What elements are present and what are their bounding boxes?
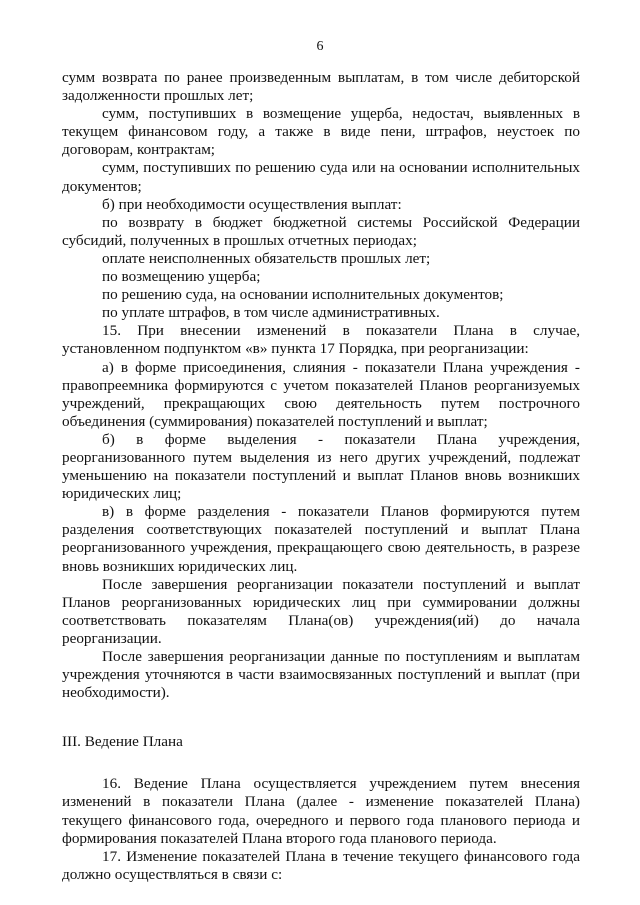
- paragraph-item-15: 15. При внесении изменений в показатели Плана в случае, установленном подпунктом «в» пункта 17 Порядка, при реорганизации:: [62, 322, 580, 358]
- section-heading: III. Ведение Плана: [62, 733, 183, 751]
- paragraph-item-17: 17. Изменение показателей Плана в течение текущего финансового года должно осуществляться в связи с:: [62, 847, 580, 883]
- paragraph-damage-reimbursement: по возмещению ущерба;: [102, 268, 261, 286]
- paragraph-item-15b: б) в форме выделения - показатели Плана учреждения, реорганизованного путем выделения из него других учреждений, подлежат уменьшению на показатели поступлений и выплат Планов вновь возникших юридических лиц;: [62, 430, 580, 503]
- paragraph-item-15a: а) в форме присоединения, слияния - показатели Плана учреждения - правопреемника формируются с учетом показателей Планов реорганизуемых учреждений, прекращающих свою деятельность путем построчного объединения (суммирования) показателей поступлений и выплат;: [62, 358, 580, 430]
- page-number: 6: [316, 39, 324, 54]
- paragraph-refunds: сумм возврата по ранее произведенным выплатам, в том числе дебиторской задолженности прошлых лет;: [62, 69, 580, 105]
- paragraph-payments-heading: б) при необходимости осуществления выплат:: [102, 195, 402, 213]
- paragraph-item-16: 16. Ведение Плана осуществляется учреждением путем внесения изменений в показатели Плана (далее - изменение показателей Плана) текущего финансового года, очередного и первого года планового периода и формирования показателей Плана второго года планового периода.: [62, 775, 580, 847]
- paragraph-court-decisions: сумм, поступивших по решению суда или на основании исполнительных документов;: [62, 159, 580, 195]
- paragraph-fines: по уплате штрафов, в том числе административных.: [102, 304, 440, 322]
- paragraph-after-reorganization-1: После завершения реорганизации показатели поступлений и выплат Планов реорганизованных юридических лиц при суммировании должны соответствовать показателям Плана(ов) учреждения(ий) до начала реорганизации.: [62, 575, 580, 647]
- document-body: [62, 69, 580, 884]
- paragraph-subsidy-return: по возврату в бюджет бюджетной системы Российской Федерации субсидий, полученных в прошлых отчетных периодах;: [62, 213, 580, 249]
- paragraph-item-15c: в) в форме разделения - показатели Планов формируются путем разделения соответствующих показателей поступлений и выплат Плана реорганизованного учреждения, прекращающего свою деятельность, в разрезе вновь возникших юридических лиц.: [62, 503, 580, 575]
- paragraph-after-reorganization-2: После завершения реорганизации данные по поступлениям и выплатам учреждения уточняются в части взаимосвязанных поступлений и выплат (при необходимости).: [62, 648, 580, 702]
- paragraph-unfulfilled-obligations: оплате неисполненных обязательств прошлых лет;: [102, 249, 431, 267]
- paragraph-court-payments: по решению суда, на основании исполнительных документов;: [102, 286, 504, 304]
- paragraph-damage-compensation: сумм, поступивших в возмещение ущерба, недостач, выявленных в текущем финансовом году, а также в виде пени, штрафов, неустоек по договорам, контрактам;: [62, 105, 580, 159]
